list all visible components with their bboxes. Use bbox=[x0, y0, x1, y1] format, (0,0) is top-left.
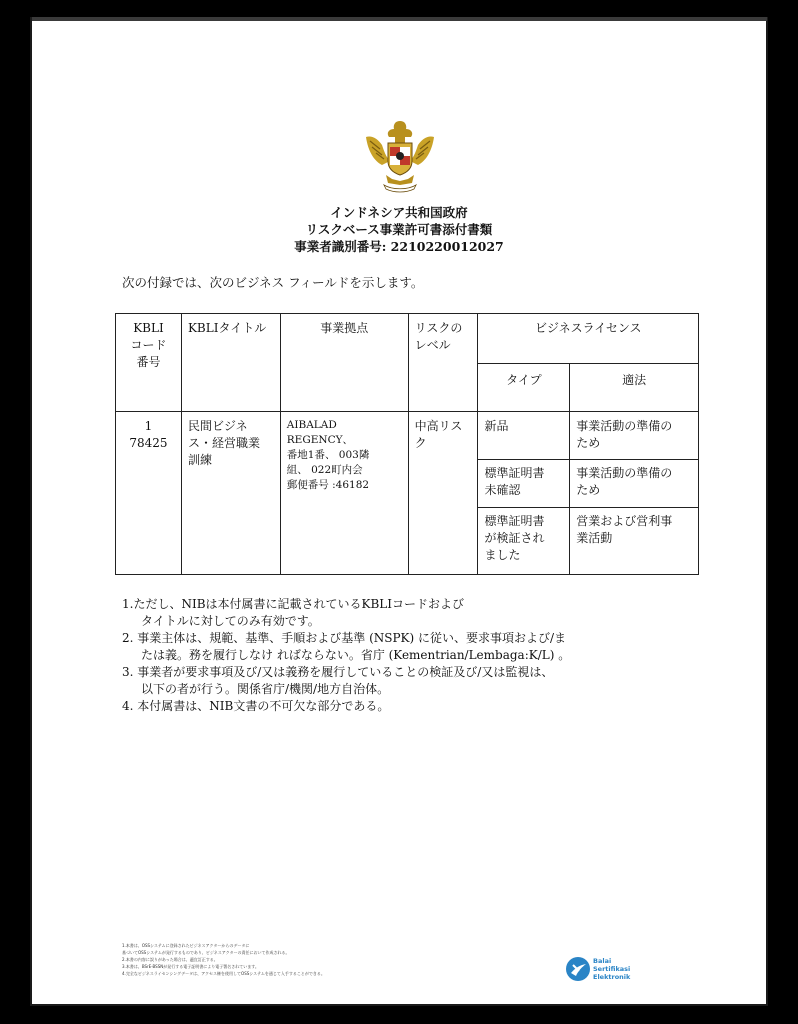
header-title: リスクベース事業許可書添付書類 bbox=[305, 222, 493, 237]
note-1-cont: タイトルに対してのみ有効です。 bbox=[141, 614, 320, 628]
cell-license-type-1: 新品 bbox=[478, 412, 570, 460]
col-header-fit: 適法 bbox=[570, 364, 699, 412]
cell-kbli-title: 民間ビジネ ス・経営職業 訓練 bbox=[181, 412, 280, 575]
bsre-logo bbox=[565, 956, 655, 990]
cell-location: AIBALAD REGENCY、 番地1番、 003隣 組、 022町内会 郵便番号 :46182 bbox=[280, 412, 408, 575]
footnote-2: 基づいてOSSシステムが発行するものであり、ビジネスアクターの責任において作成される。 bbox=[122, 950, 290, 955]
notes-list bbox=[122, 596, 682, 715]
note-2: 2. 事業主体は、規範、基準、手順および基準 (NSPK) に従い、要求事項および/ま bbox=[122, 631, 567, 645]
bsre-logo-text: Balai Sertifikasi Elektronik bbox=[593, 957, 631, 981]
col-header-kbli-title: KBLIタイトル bbox=[181, 314, 280, 412]
cell-license-fit-3: 営業および営利事 業活動 bbox=[570, 508, 699, 575]
footnotes bbox=[122, 942, 432, 977]
bsre-logo-icon bbox=[565, 956, 591, 982]
header-government: インドネシア共和国政府 bbox=[330, 205, 468, 220]
header-business-id: 事業者識別番号: 2210220012027 bbox=[294, 239, 504, 254]
page-top-shadow bbox=[32, 17, 767, 21]
intro-text: 次の付録では、次のビジネス フィールドを示します。 bbox=[122, 275, 424, 290]
note-1: 1.ただし、NIBは本付属書に記載されているKBLIコードおよび bbox=[122, 597, 465, 611]
note-2-cont: たは義。務を履行しなけ ればならない。省庁 (Kementrian/Lembaga:K/L) 。 bbox=[141, 648, 571, 662]
garuda-emblem-icon bbox=[362, 115, 438, 195]
col-header-risk: リスクの レベル bbox=[408, 314, 478, 412]
col-header-kbli-code: KBLI コード 番号 bbox=[116, 314, 182, 412]
cell-license-fit-2: 事業活動の準備の ため bbox=[570, 460, 699, 508]
business-field-table bbox=[115, 313, 699, 575]
footnote-5: 4.完全なビジネスライセンシングデータは、アクセス権を使用してOSSシステムを通じて入手することができる。 bbox=[122, 971, 325, 976]
col-header-type: タイプ bbox=[478, 364, 570, 412]
cell-license-type-2: 標準証明書 未確認 bbox=[478, 460, 570, 508]
footnote-4: 3.本書は、BSrE-BSSNが発行する電子証明書により電子署名されています。 bbox=[122, 964, 259, 969]
cell-license-fit-1: 事業活動の準備の ため bbox=[570, 412, 699, 460]
col-header-location: 事業拠点 bbox=[280, 314, 408, 412]
footnote-3: 2.本書の内容に誤りがあった場合は、適宜訂正する。 bbox=[122, 957, 218, 962]
footnote-1: 1.本書は、OSSシステムに登録されたビジネスアクターからのデータに bbox=[122, 943, 250, 948]
note-3-cont: 以下の者が行う。関係省庁/機関/地方自治体。 bbox=[141, 682, 390, 696]
note-4: 4. 本付属書は、NIB文書の不可欠な部分である。 bbox=[122, 699, 390, 713]
cell-license-type-3: 標準証明書 が検証され ました bbox=[478, 508, 570, 575]
note-3: 3. 事業者が要求事項及び/又は義務を履行していることの検証及び/又は監視は、 bbox=[122, 665, 554, 679]
cell-risk-level: 中高リス ク bbox=[408, 412, 478, 575]
cell-kbli-code: 1 78425 bbox=[116, 412, 182, 575]
col-header-business-license: ビジネスライセンス bbox=[478, 314, 699, 364]
